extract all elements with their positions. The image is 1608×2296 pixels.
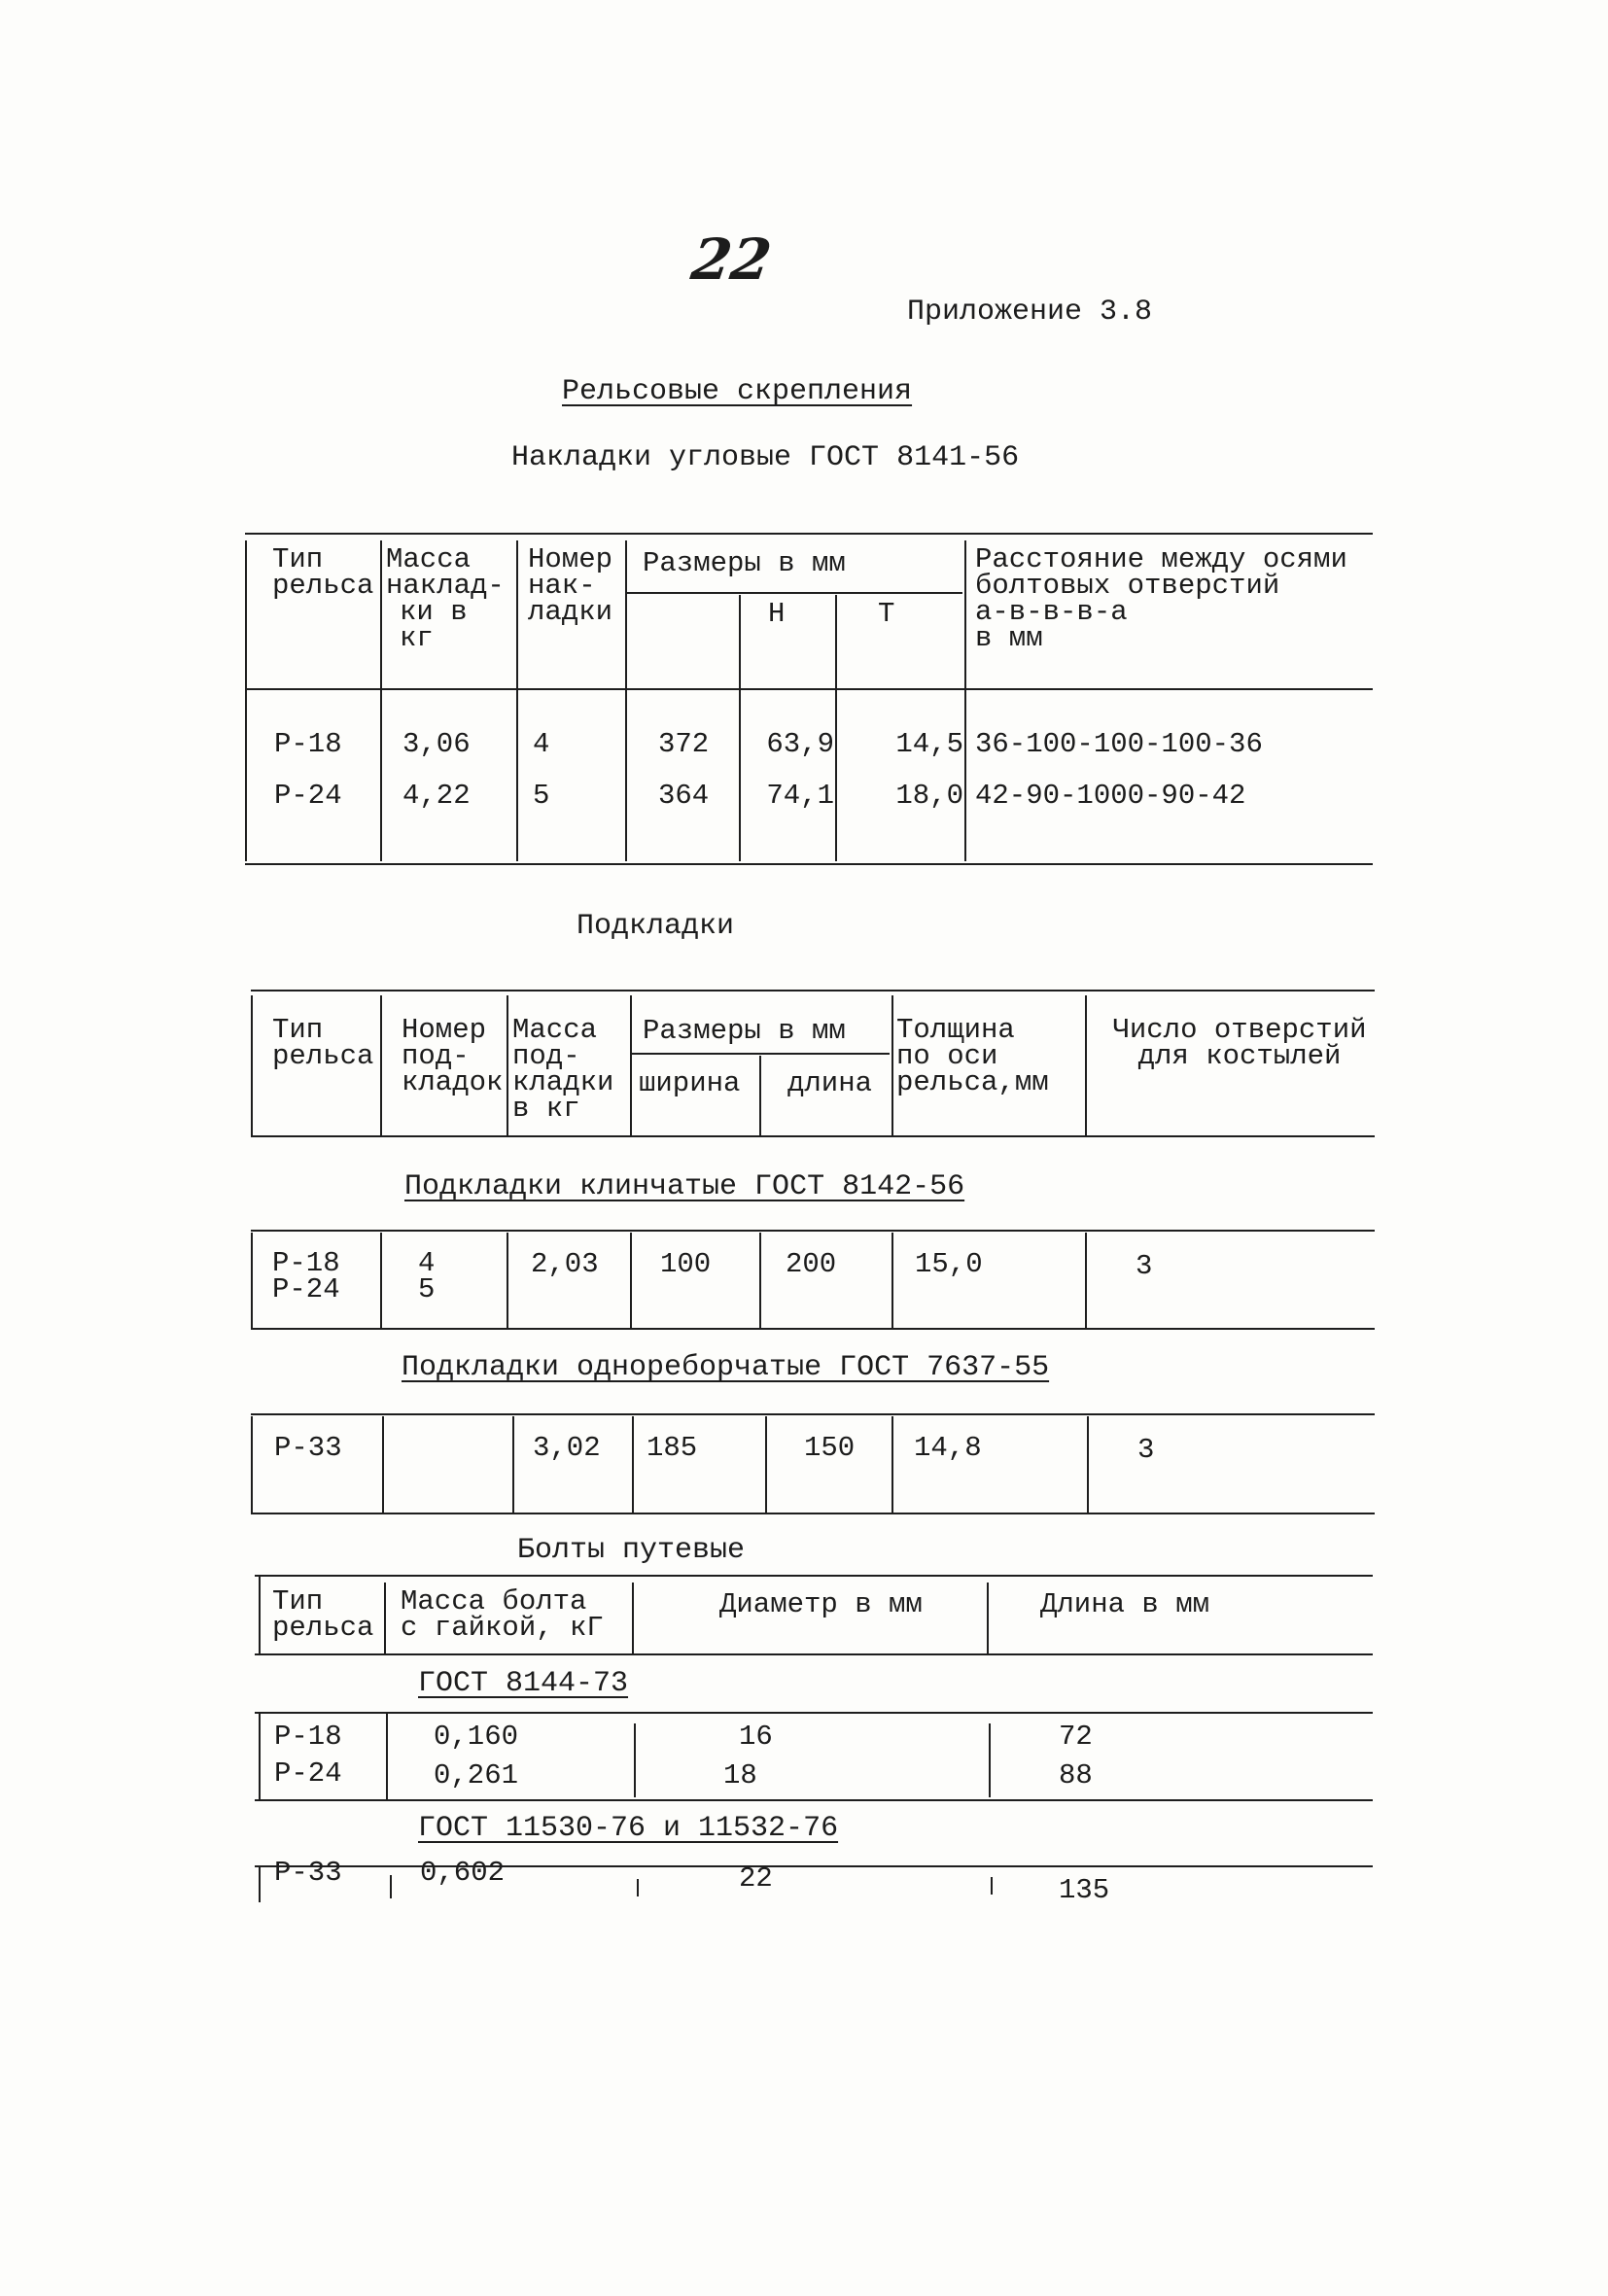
holes-cell: 3 bbox=[1137, 1434, 1155, 1466]
bolts-group2-title: ГОСТ 11530-76 и 11532-76 bbox=[418, 1812, 839, 1845]
fishplates-title: Накладки угловые ГОСТ 8141-56 bbox=[511, 441, 1020, 474]
h-cell: 74,1 bbox=[766, 780, 834, 812]
width-cell: 100 bbox=[660, 1248, 712, 1280]
diameter-cell: 22 bbox=[739, 1862, 773, 1895]
header-dimensions: Размеры в мм bbox=[643, 1015, 846, 1047]
rail-type-cell: Р-33 bbox=[274, 1857, 342, 1889]
holes-cell: 3 bbox=[1136, 1250, 1153, 1282]
length-cell: 372 bbox=[658, 728, 710, 760]
number-cell: 4 bbox=[533, 728, 550, 760]
length-cell: 200 bbox=[786, 1248, 837, 1280]
length-cell: 150 bbox=[804, 1432, 856, 1464]
length-cell: 135 bbox=[1059, 1874, 1110, 1906]
page-number: 22 bbox=[687, 226, 776, 293]
length-cell: 72 bbox=[1059, 1721, 1093, 1753]
rail-type-cell: Р-18 bbox=[274, 728, 342, 760]
header-length: длина bbox=[787, 1067, 873, 1099]
bolts-title: Болты путевые bbox=[517, 1534, 746, 1567]
section-title: Рельсовые скрепления bbox=[562, 375, 913, 408]
h-cell: 63,9 bbox=[766, 728, 834, 760]
length-cell: 88 bbox=[1059, 1759, 1093, 1792]
bolts-group1-title: ГОСТ 8144-73 bbox=[418, 1667, 629, 1700]
header-number: Номер под- кладок bbox=[402, 1014, 504, 1098]
mass-cell: 3,02 bbox=[533, 1432, 601, 1464]
header-dim-t: Т bbox=[878, 598, 895, 630]
mass-cell: 0,602 bbox=[420, 1857, 506, 1889]
mass-cell: 2,03 bbox=[531, 1248, 599, 1280]
width-cell: 185 bbox=[647, 1432, 698, 1464]
mass-cell: 0,160 bbox=[434, 1721, 519, 1753]
header-dimensions: Размеры в мм bbox=[643, 547, 846, 579]
rail-type-cell: Р-18 bbox=[274, 1721, 342, 1753]
header-mass: Масса болта с гайкой, кГ bbox=[401, 1585, 604, 1644]
rail-type-cell: Р-33 bbox=[274, 1432, 342, 1464]
mass-cell: 3,06 bbox=[402, 728, 471, 760]
distance-cell: 42-90-1000-90-42 bbox=[975, 780, 1246, 812]
header-holes: Число отверстий для костылей bbox=[1112, 1014, 1367, 1072]
rail-type-cell: Р-24 bbox=[274, 780, 342, 812]
header-length: Длина в мм bbox=[1040, 1588, 1210, 1620]
tie-plates-title: Подкладки bbox=[577, 910, 735, 943]
header-dim-h: Н bbox=[768, 598, 786, 630]
header-number: Номер нак- ладки bbox=[528, 543, 613, 628]
header-distance: Расстояние между осями болтовых отверстий а-в-в-в-а в мм bbox=[975, 543, 1347, 654]
t-cell: 14,5 bbox=[895, 728, 963, 760]
rail-type-cell: Р-18 Р-24 bbox=[272, 1247, 340, 1305]
diameter-cell: 16 bbox=[739, 1721, 773, 1753]
header-rail-type: Тип рельса bbox=[272, 1014, 374, 1072]
distance-cell: 36-100-100-100-36 bbox=[975, 728, 1263, 760]
header-width: ширина bbox=[639, 1067, 741, 1099]
header-thickness: Толщина по оси рельса,мм bbox=[896, 1014, 1049, 1098]
length-cell: 364 bbox=[658, 780, 710, 812]
rail-type-cell: Р-24 bbox=[274, 1757, 342, 1790]
single-flange-plates-title: Подкладки однореборчатые ГОСТ 7637-55 bbox=[402, 1351, 1050, 1384]
header-rail-type: Тип рельса bbox=[272, 543, 374, 602]
number-cell: 5 bbox=[533, 780, 550, 812]
appendix-label: Приложение 3.8 bbox=[907, 296, 1153, 329]
header-mass: Масса наклад- ки в кг bbox=[386, 543, 505, 654]
header-diameter: Диаметр в мм bbox=[719, 1588, 923, 1620]
header-mass: Масса под- кладки в кг bbox=[512, 1014, 614, 1125]
mass-cell: 0,261 bbox=[434, 1759, 519, 1792]
thickness-cell: 14,8 bbox=[914, 1432, 982, 1464]
header-rail-type: Тип рельса bbox=[272, 1585, 374, 1644]
number-cell: 4 5 bbox=[418, 1247, 436, 1305]
mass-cell: 4,22 bbox=[402, 780, 471, 812]
thickness-cell: 15,0 bbox=[915, 1248, 983, 1280]
wedge-plates-title: Подкладки клинчатые ГОСТ 8142-56 bbox=[404, 1170, 965, 1203]
diameter-cell: 18 bbox=[723, 1759, 757, 1792]
t-cell: 18,0 bbox=[895, 780, 963, 812]
